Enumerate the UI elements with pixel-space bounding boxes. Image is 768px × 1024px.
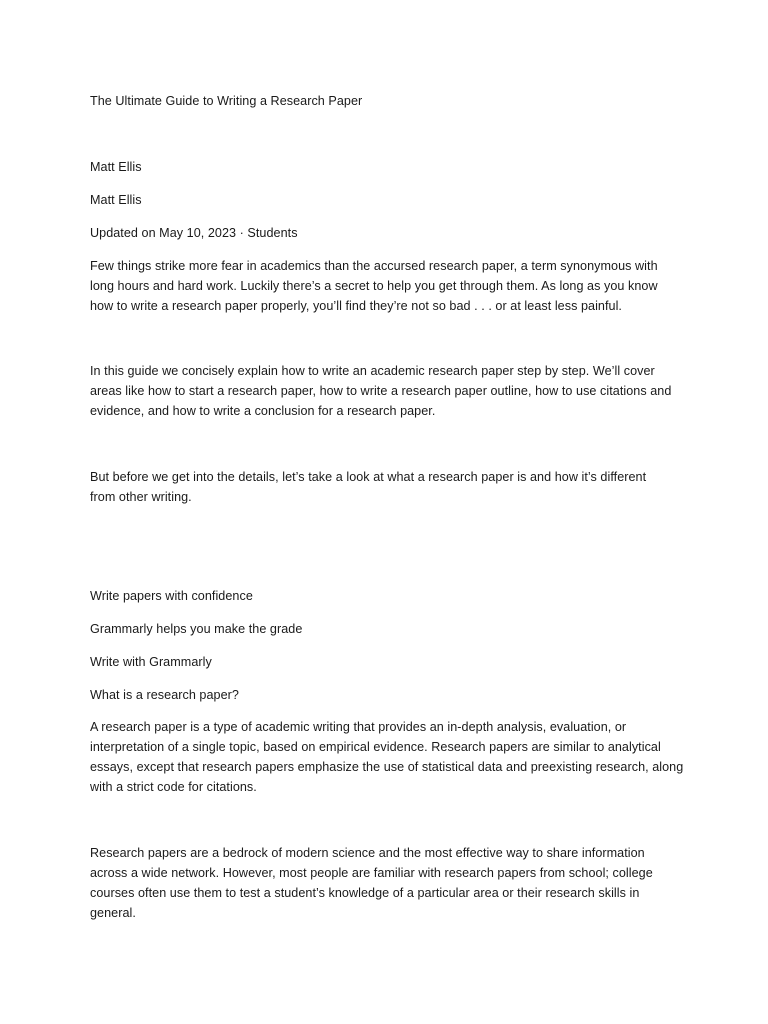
text-line: across a wide network. However, most people are familiar with research papers from school; college <box>90 866 653 880</box>
text-line: In this guide we concisely explain how to write an academic research paper step by step. We’ll cover <box>90 364 655 378</box>
text-line: courses often use them to test a student’s knowledge of a particular area or their research skills in <box>90 886 640 900</box>
promo-heading: Write papers with confidence <box>90 589 253 603</box>
text-line: Few things strike more fear in academics than the accursed research paper, a term synonymous with <box>90 259 658 273</box>
promo-cta-link[interactable]: Write with Grammarly <box>90 655 212 669</box>
text-line: areas like how to start a research paper, how to write a research paper outline, how to use citations and <box>90 384 672 398</box>
section-paragraph-2 <box>90 843 680 923</box>
text-line: with a strict code for citations. <box>90 780 257 794</box>
text-line: essays, except that research papers emphasize the use of statistical data and preexisting research, along <box>90 760 684 774</box>
author-name: Matt Ellis <box>90 193 142 207</box>
text-line: But before we get into the details, let’s take a look at what a research paper is and how it’s different <box>90 470 647 484</box>
document-title: The Ultimate Guide to Writing a Research Paper <box>90 94 363 108</box>
intro-paragraph-3 <box>90 467 680 507</box>
intro-paragraph-2 <box>90 361 680 421</box>
text-line: general. <box>90 906 136 920</box>
text-line: interpretation of a single topic, based on empirical evidence. Research papers are similar to analytical <box>90 740 661 754</box>
section-paragraph-1 <box>90 717 684 797</box>
section-heading: What is a research paper? <box>90 688 239 702</box>
text-line: from other writing. <box>90 490 192 504</box>
text-line: long hours and hard work. Luckily there’s a secret to help you get through them. As long as you know <box>90 279 658 293</box>
text-line: A research paper is a type of academic writing that provides an in-depth analysis, evaluation, or <box>90 720 627 734</box>
intro-paragraph-1 <box>90 256 680 316</box>
promo-subheading: Grammarly helps you make the grade <box>90 622 303 636</box>
text-line: how to write a research paper properly, you’ll find they’re not so bad . . . or at least less painful. <box>90 299 622 313</box>
author-name: Matt Ellis <box>90 160 142 174</box>
updated-date: Updated on May 10, 2023 · Students <box>90 226 298 240</box>
text-line: evidence, and how to write a conclusion for a research paper. <box>90 404 436 418</box>
text-line: Research papers are a bedrock of modern science and the most effective way to share information <box>90 846 645 860</box>
